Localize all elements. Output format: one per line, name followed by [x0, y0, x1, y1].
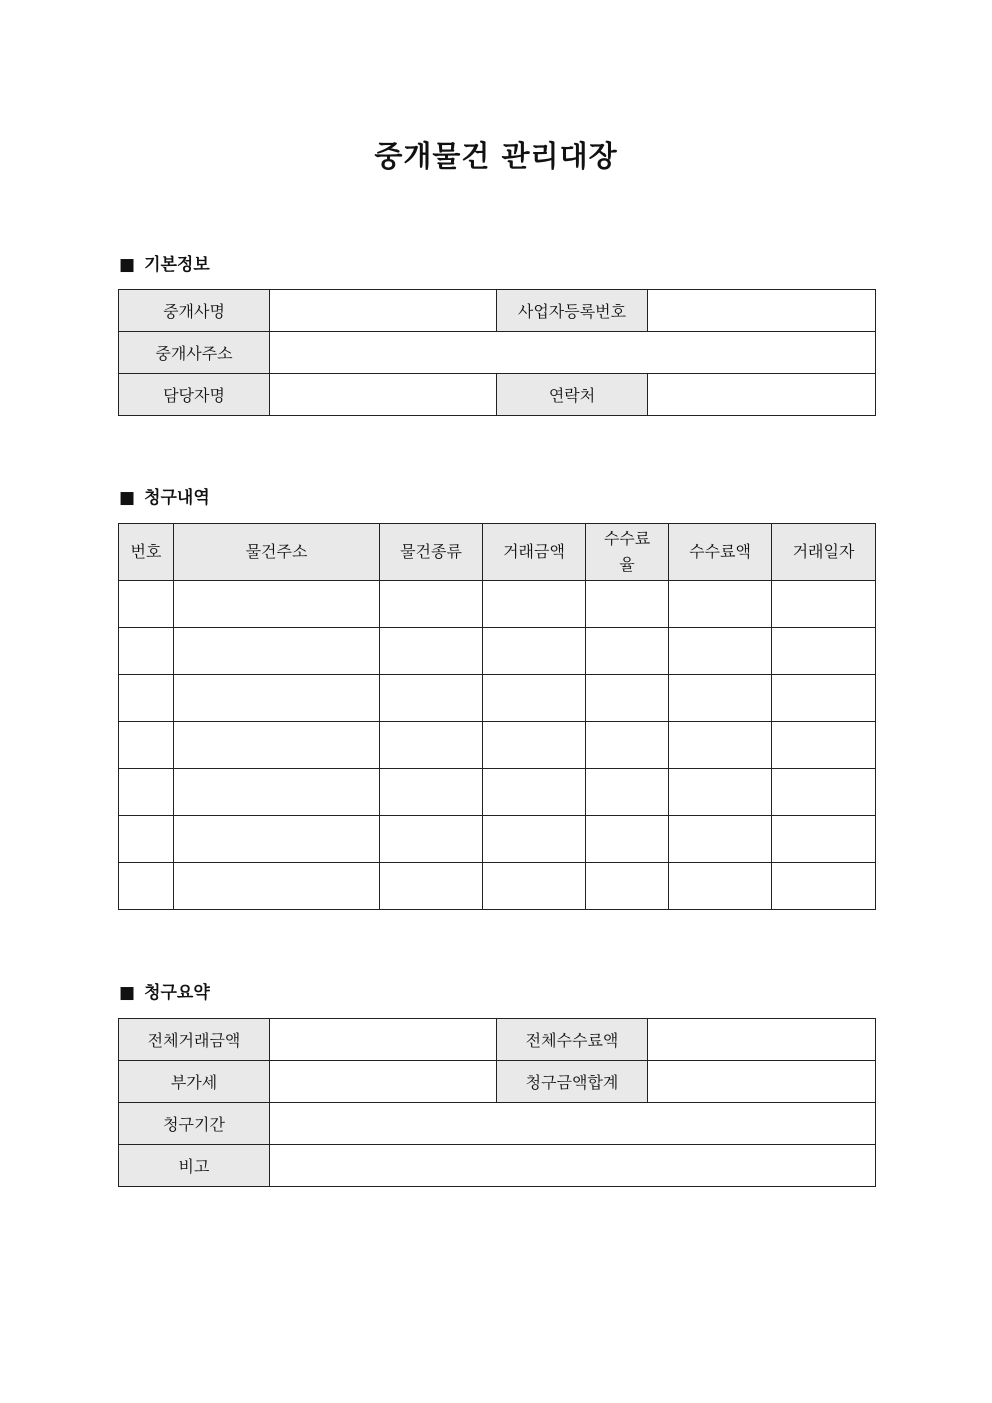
fee-rate-line-2: 율: [619, 555, 635, 574]
table-cell[interactable]: [669, 769, 772, 816]
table-cell[interactable]: [772, 769, 876, 816]
table-cell[interactable]: [586, 722, 669, 769]
label-billing-total: 청구금액합계: [497, 1061, 648, 1103]
table-cell[interactable]: [483, 863, 586, 910]
table-cell[interactable]: [174, 675, 380, 722]
table-row: [119, 722, 876, 769]
column-header-type: 물건종류: [380, 524, 483, 581]
fee-rate-line-1: 수수료: [603, 529, 651, 548]
total-amount-field[interactable]: [270, 1019, 497, 1061]
table-cell[interactable]: [380, 722, 483, 769]
table-row: [119, 863, 876, 910]
table-row: [119, 1145, 876, 1187]
broker-name-field[interactable]: [270, 290, 497, 332]
table-cell[interactable]: [772, 675, 876, 722]
table-cell[interactable]: [174, 722, 380, 769]
broker-address-field[interactable]: [270, 332, 876, 374]
table-row: [119, 1061, 876, 1103]
business-reg-no-field[interactable]: [648, 290, 876, 332]
table-cell[interactable]: [586, 863, 669, 910]
table-cell[interactable]: [380, 816, 483, 863]
table-cell[interactable]: [174, 816, 380, 863]
label-broker-address: 중개사주소: [119, 332, 270, 374]
table-cell[interactable]: [483, 581, 586, 628]
billing-rows: [119, 581, 876, 910]
label-total-fee: 전체수수료액: [497, 1019, 648, 1061]
basic-info-table: [118, 289, 876, 416]
summary-table: [118, 1018, 876, 1187]
table-row: [119, 769, 876, 816]
table-cell[interactable]: [119, 628, 174, 675]
table-header-row: [119, 524, 876, 581]
table-row: [119, 1019, 876, 1061]
table-cell[interactable]: [119, 769, 174, 816]
table-cell[interactable]: [586, 816, 669, 863]
table-cell[interactable]: [174, 581, 380, 628]
label-total-amount: 전체거래금액: [119, 1019, 270, 1061]
table-cell[interactable]: [772, 722, 876, 769]
square-bullet-icon: ■: [119, 488, 136, 508]
column-header-no: 번호: [119, 524, 174, 581]
table-row: [119, 374, 876, 416]
column-header-address: 물건주소: [174, 524, 380, 581]
table-cell[interactable]: [586, 581, 669, 628]
table-cell[interactable]: [174, 769, 380, 816]
table-cell[interactable]: [669, 722, 772, 769]
table-row: [119, 1103, 876, 1145]
table-cell[interactable]: [772, 816, 876, 863]
table-cell[interactable]: [380, 769, 483, 816]
section-heading-basic: [119, 254, 210, 276]
square-bullet-icon: ■: [119, 255, 136, 275]
remarks-field[interactable]: [270, 1145, 876, 1187]
billing-table: [118, 523, 876, 910]
table-cell[interactable]: [586, 675, 669, 722]
table-cell[interactable]: [119, 816, 174, 863]
column-header-fee-amount: 수수료액: [669, 524, 772, 581]
table-row: [119, 290, 876, 332]
table-row: [119, 628, 876, 675]
table-cell[interactable]: [483, 816, 586, 863]
contact-field[interactable]: [648, 374, 876, 416]
table-cell[interactable]: [380, 675, 483, 722]
table-cell[interactable]: [669, 628, 772, 675]
table-cell[interactable]: [483, 769, 586, 816]
section-heading-billing: [119, 487, 210, 509]
table-cell[interactable]: [380, 863, 483, 910]
page-title: 중개물건 관리대장: [374, 139, 618, 173]
section-title: 기본정보: [144, 255, 210, 275]
column-header-amount: 거래금액: [483, 524, 586, 581]
table-cell[interactable]: [119, 675, 174, 722]
table-cell[interactable]: [772, 863, 876, 910]
table-row: [119, 675, 876, 722]
table-row: [119, 816, 876, 863]
label-manager-name: 담당자명: [119, 374, 270, 416]
billing-total-field[interactable]: [648, 1061, 876, 1103]
section-title: 청구내역: [144, 488, 210, 508]
table-cell[interactable]: [174, 628, 380, 675]
table-cell[interactable]: [483, 628, 586, 675]
table-cell[interactable]: [119, 722, 174, 769]
table-cell[interactable]: [669, 816, 772, 863]
table-cell[interactable]: [772, 628, 876, 675]
table-cell[interactable]: [586, 628, 669, 675]
table-row: [119, 581, 876, 628]
table-cell[interactable]: [119, 581, 174, 628]
table-cell[interactable]: [669, 863, 772, 910]
label-contact: 연락처: [497, 374, 648, 416]
table-cell[interactable]: [669, 581, 772, 628]
table-cell[interactable]: [483, 675, 586, 722]
table-cell[interactable]: [119, 863, 174, 910]
table-row: [119, 332, 876, 374]
label-billing-period: 청구기간: [119, 1103, 270, 1145]
label-remarks: 비고: [119, 1145, 270, 1187]
vat-field[interactable]: [270, 1061, 497, 1103]
billing-period-field[interactable]: [270, 1103, 876, 1145]
table-cell[interactable]: [380, 581, 483, 628]
square-bullet-icon: ■: [119, 983, 136, 1003]
label-vat: 부가세: [119, 1061, 270, 1103]
column-header-date: 거래일자: [772, 524, 876, 581]
manager-name-field[interactable]: [270, 374, 497, 416]
total-fee-field[interactable]: [648, 1019, 876, 1061]
section-title: 청구요약: [144, 983, 210, 1003]
section-heading-summary: [119, 982, 210, 1004]
table-cell[interactable]: [174, 863, 380, 910]
label-broker-name: 중개사명: [119, 290, 270, 332]
label-business-reg-no: 사업자등록번호: [497, 290, 648, 332]
table-cell[interactable]: [772, 581, 876, 628]
table-cell[interactable]: [669, 675, 772, 722]
table-cell[interactable]: [483, 722, 586, 769]
table-cell[interactable]: [586, 769, 669, 816]
table-cell[interactable]: [380, 628, 483, 675]
column-header-fee-rate: [586, 524, 669, 581]
